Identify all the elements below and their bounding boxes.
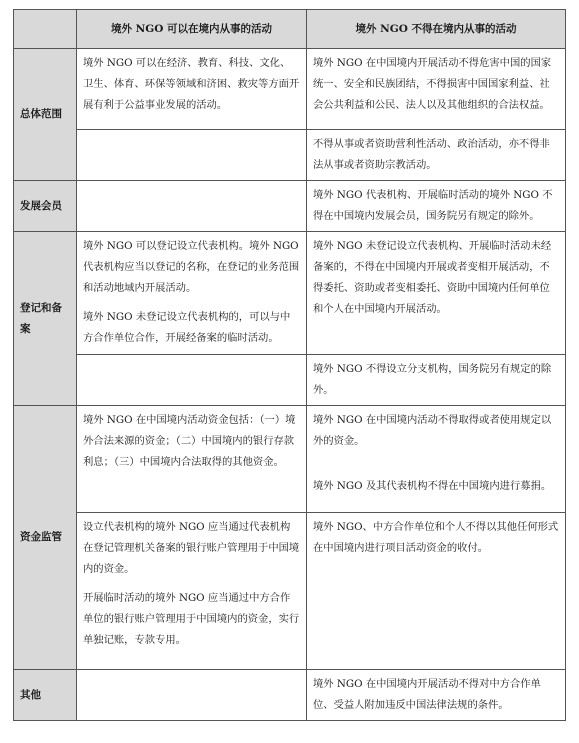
table-header-row (14, 10, 566, 49)
text-funds-allowed-3: 开展临时活动的境外 NGO 应当通过中方合作单位的银行账户管理用于中国境内的资金，实行单独记账，专款专用。 (83, 592, 300, 646)
header-empty-cell (14, 10, 77, 49)
cell-members-forbidden (307, 181, 566, 232)
cell-scope-forbidden-2 (307, 130, 566, 181)
text-other-forbidden: 境外 NGO 在中国境内开展活动不得对中方合作单位、受益人附加违反中国法律法规的条件。 (313, 678, 541, 711)
text-funds-forbidden-3: 境外 NGO、中方合作单位和个人不得以其他任何形式在中国境内进行项目活动资金的收付。 (313, 521, 559, 554)
cell-registration-allowed-empty (77, 355, 307, 406)
cell-funds-forbidden-1 (307, 406, 566, 513)
table-row-funds-2 (14, 513, 566, 670)
text-registration-forbidden-1: 境外 NGO 未登记设立代表机构、开展临时活动未经备案的，不得在中国境内开展或者变相开展活动，不得委托、资助或者变相委托、资助中国境内任何单位和个人在中国境内开展活动。 (313, 240, 552, 315)
header-allowed: 境外 NGO 可以在境内从事的活动 (77, 10, 307, 49)
header-forbidden: 境外 NGO 不得在境内从事的活动 (307, 10, 566, 49)
table-row-members (14, 181, 566, 232)
table-row-scope-1 (14, 49, 566, 130)
table-row-funds-1 (14, 406, 566, 513)
cell-scope-allowed-empty (77, 130, 307, 181)
cell-registration-forbidden-1 (307, 232, 566, 355)
text-funds-allowed-2: 设立代表机构的境外 NGO 应当通过代表机构在登记管理机关备案的银行账户管理用于中国境内的资金。 (83, 521, 300, 575)
cell-registration-allowed (77, 232, 307, 355)
ngo-activities-table (13, 9, 566, 721)
cell-funds-forbidden-3 (307, 513, 566, 670)
cell-funds-allowed-2 (77, 513, 307, 670)
cell-other-allowed (77, 670, 307, 721)
comparison-table-wrapper (13, 9, 565, 721)
cell-scope-forbidden-1 (307, 49, 566, 130)
table-row-other (14, 670, 566, 721)
cell-funds-allowed-1 (77, 406, 307, 513)
table-row-registration-2 (14, 355, 566, 406)
category-scope: 总体范围 (14, 49, 77, 181)
text-registration-allowed-1: 境外 NGO 可以登记设立代表机构。境外 NGO 代表机构应当以登记的名称，在登记的业务范围和活动地域内开展活动。 (83, 240, 300, 294)
text-registration-forbidden-2: 境外 NGO 不得设立分支机构，国务院另有规定的除外。 (313, 363, 552, 396)
text-funds-forbidden-2: 境外 NGO 及其代表机构不得在中国境内进行募捐。 (313, 480, 552, 492)
category-registration: 登记和备案 (14, 232, 77, 406)
cell-other-forbidden (307, 670, 566, 721)
cell-registration-forbidden-2 (307, 355, 566, 406)
cell-scope-allowed (77, 49, 307, 130)
text-registration-allowed-2: 境外 NGO 未登记设立代表机构的，可以与中方合作单位合作，开展经备案的临时活动。 (83, 311, 291, 344)
table-row-registration-1 (14, 232, 566, 355)
category-funds: 资金监管 (14, 406, 77, 670)
category-other: 其他 (14, 670, 77, 721)
text-scope-allowed: 境外 NGO 可以在经济、教育、科技、文化、卫生、体育、环保等领域和济困、救灾等方面开展有利于公益事业发展的活动。 (83, 57, 300, 111)
cell-members-allowed (77, 181, 307, 232)
text-members-forbidden: 境外 NGO 代表机构、开展临时活动的境外 NGO 不得在中国境内发展会员，国务院另有规定的除外。 (313, 189, 553, 222)
text-funds-forbidden-1: 境外 NGO 在中国境内活动不得取得或者使用规定以外的资金。 (313, 414, 552, 447)
text-scope-forbidden-2: 不得从事或者资助营利性活动、政治活动，亦不得非法从事或者资助宗教活动。 (313, 138, 550, 171)
text-funds-allowed-1: 境外 NGO 在中国境内活动资金包括：（一）境外合法来源的资金；（二）中国境内的银行存款利息；（三）中国境内合法取得的其他资金。 (83, 414, 296, 468)
category-members: 发展会员 (14, 181, 77, 232)
table-row-scope-2 (14, 130, 566, 181)
text-scope-forbidden-1: 境外 NGO 在中国境内开展活动不得危害中国的国家统一、安全和民族团结，不得损害中国国家利益、社会公共利益和公民、法人以及其他组织的合法权益。 (313, 57, 552, 111)
